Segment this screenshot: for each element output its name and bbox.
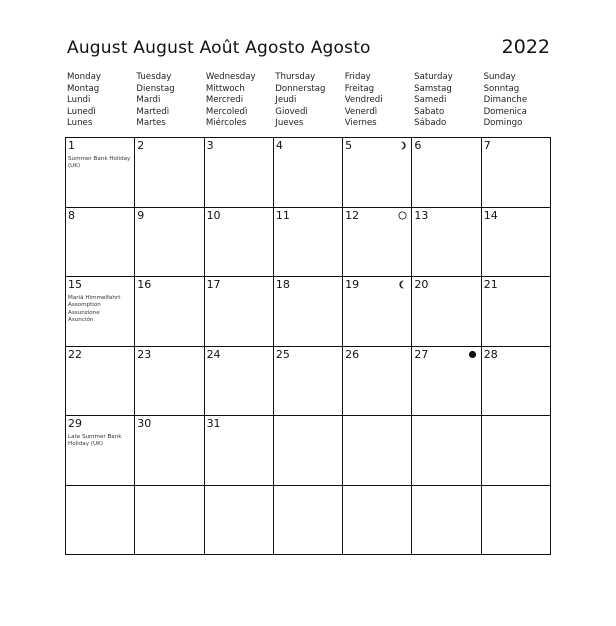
day-cell	[274, 138, 343, 208]
weekday-name: Montag	[67, 83, 100, 94]
empty-cell	[412, 416, 481, 486]
weekday-name: Friday	[344, 72, 371, 82]
day-cell	[66, 277, 135, 347]
weekday-name: Monday	[67, 72, 101, 82]
day-number: 21	[483, 278, 498, 291]
day-cell	[343, 138, 412, 208]
day-cell	[412, 347, 481, 417]
weekday-header	[343, 72, 412, 130]
empty-cell	[482, 486, 551, 556]
day-number: 12	[345, 208, 360, 222]
new-moon-icon	[468, 350, 477, 359]
weekday-name: Martedì	[136, 106, 170, 117]
day-cell	[205, 138, 274, 208]
weekday-name: Domingo	[483, 118, 523, 129]
empty-cell	[135, 486, 204, 556]
day-cell	[482, 208, 551, 278]
weekday-name: Domenica	[483, 106, 527, 117]
weekday-name: Miércoles	[205, 118, 247, 129]
day-number: 3	[206, 139, 214, 152]
weekday-header	[482, 72, 551, 130]
day-number: 26	[345, 347, 360, 361]
day-cell	[482, 347, 551, 417]
day-number: 14	[483, 208, 498, 222]
holiday-note	[68, 156, 132, 171]
day-cell	[482, 277, 551, 347]
holiday-note	[68, 434, 132, 449]
weekday-name: Saturday	[414, 72, 453, 82]
holiday-line: Summer Bank Holiday	[68, 156, 131, 162]
weekday-name: Lunes	[67, 118, 93, 129]
day-number: 23	[137, 347, 152, 361]
empty-cell	[343, 486, 412, 556]
day-number: 22	[68, 347, 82, 361]
empty-cell	[482, 416, 551, 486]
day-cell	[135, 347, 204, 417]
day-cell	[274, 347, 343, 417]
weekday-name: Wednesday	[205, 72, 256, 82]
holiday-line: Assunzione	[68, 309, 100, 316]
day-cell	[343, 277, 412, 347]
weekday-header	[204, 72, 273, 130]
weekday-name: Samedi	[414, 95, 447, 106]
weekday-headers	[65, 72, 551, 130]
day-cell	[66, 208, 135, 278]
day-number: 29	[68, 417, 82, 430]
day-cell	[274, 208, 343, 278]
day-number: 11	[275, 208, 290, 222]
empty-cell	[274, 486, 343, 556]
weekday-name: Mardi	[136, 95, 161, 106]
day-number: 18	[275, 278, 290, 291]
day-cell	[412, 277, 481, 347]
last-quarter-moon-icon	[398, 280, 407, 289]
empty-cell	[274, 416, 343, 486]
weekday-name: Sábado	[414, 118, 447, 129]
calendar-grid	[65, 137, 551, 555]
day-cell	[135, 277, 204, 347]
day-cell	[274, 277, 343, 347]
day-number: 8	[68, 208, 75, 222]
weekday-header	[134, 72, 203, 130]
holiday-line: Mariä Himmelfahrt	[68, 295, 121, 301]
day-cell	[343, 208, 412, 278]
weekday-name: Mittwoch	[205, 83, 245, 94]
holiday-line: Holiday (UK)	[68, 441, 103, 448]
empty-cell	[343, 416, 412, 486]
day-number: 19	[345, 278, 360, 291]
empty-cell	[412, 486, 481, 556]
day-number: 20	[414, 278, 429, 291]
weekday-name: Thursday	[275, 72, 316, 82]
weekday-name: Mercoledì	[205, 106, 248, 117]
day-number: 13	[414, 208, 429, 222]
day-number: 28	[483, 347, 498, 361]
weekday-name: Jeudi	[275, 95, 297, 106]
weekday-name: Lunedì	[67, 106, 96, 117]
day-number: 15	[68, 278, 82, 291]
day-number: 2	[137, 139, 145, 152]
day-number: 4	[275, 139, 283, 152]
weekday-name: Dimanche	[483, 95, 528, 106]
weekday-header	[412, 72, 481, 130]
holiday-line: (UK)	[68, 163, 81, 170]
weekday-name: Vendredi	[344, 95, 383, 106]
day-number: 7	[483, 139, 491, 152]
calendar-title: August August Août Agosto Agosto	[67, 38, 371, 58]
day-cell	[205, 347, 274, 417]
day-number: 27	[414, 347, 429, 361]
weekday-header	[273, 72, 342, 130]
weekday-name: Sunday	[483, 72, 516, 82]
weekday-name: Mercredi	[205, 95, 244, 106]
weekday-name: Martes	[136, 118, 166, 129]
weekday-header	[65, 72, 134, 130]
day-cell	[66, 347, 135, 417]
empty-cell	[66, 486, 135, 556]
weekday-name: Dienstag	[136, 83, 175, 94]
weekday-name: Giovedì	[275, 106, 308, 117]
day-cell	[66, 138, 135, 208]
weekday-name: Lundi	[67, 95, 91, 106]
day-number: 30	[137, 417, 152, 430]
day-number: 1	[68, 139, 75, 152]
empty-cell	[205, 486, 274, 556]
first-quarter-moon-icon	[398, 141, 407, 150]
day-cell	[135, 138, 204, 208]
weekday-name: Venerdì	[344, 106, 378, 117]
day-cell	[482, 138, 551, 208]
weekday-name: Jueves	[275, 118, 304, 129]
day-cell	[66, 416, 135, 486]
calendar-year: 2022	[501, 36, 550, 58]
weekday-name: Freitag	[344, 83, 375, 94]
holiday-line: Late Summer Bank	[68, 434, 122, 440]
day-cell	[135, 416, 204, 486]
holiday-line: Asunción	[68, 317, 94, 324]
day-cell	[135, 208, 204, 278]
day-cell	[205, 277, 274, 347]
day-number: 10	[206, 208, 221, 222]
day-number: 16	[137, 278, 152, 291]
day-cell	[205, 208, 274, 278]
day-number: 24	[206, 347, 221, 361]
weekday-name: Viernes	[344, 118, 377, 129]
day-number: 25	[275, 347, 290, 361]
weekday-name: Donnerstag	[275, 83, 326, 94]
day-number: 9	[137, 208, 145, 222]
day-cell	[412, 138, 481, 208]
day-cell	[412, 208, 481, 278]
day-number: 31	[206, 417, 221, 430]
holiday-line: Assomption	[68, 302, 101, 309]
weekday-name: Sabato	[414, 106, 445, 117]
day-cell	[343, 347, 412, 417]
day-number: 6	[414, 139, 422, 152]
weekday-name: Sonntag	[483, 83, 520, 94]
full-moon-icon	[398, 211, 407, 220]
weekday-name: Tuesday	[136, 72, 172, 82]
day-number: 5	[345, 139, 353, 152]
holiday-note	[68, 295, 132, 325]
day-cell	[205, 416, 274, 486]
day-number: 17	[206, 278, 221, 291]
weekday-name: Samstag	[414, 83, 452, 94]
